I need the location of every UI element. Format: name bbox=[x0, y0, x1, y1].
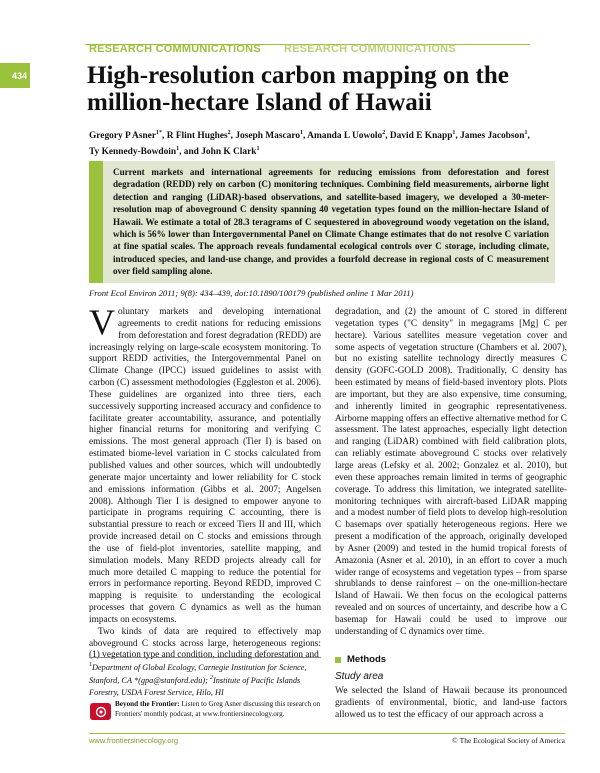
page-number: 434 bbox=[11, 70, 27, 81]
methods-heading bbox=[335, 654, 386, 665]
footer-copyright: © The Ecological Society of America bbox=[452, 736, 565, 745]
affiliations-footnote: $^1$Department of Global Ecology, Carnegie Institution for Science, Stanford, CA *(gpa@stanford.edu); $^2$Institute of Pacific Islands Forestry, USDA Forest Service, Hilo, HI bbox=[89, 662, 307, 697]
page-number-tab bbox=[0, 63, 30, 88]
section-label-repeat: RESEARCH COMMUNICATIONS bbox=[284, 43, 456, 55]
footer-rule bbox=[89, 733, 565, 734]
body-column-right bbox=[335, 307, 567, 639]
section-label: RESEARCH COMMUNICATIONS bbox=[89, 43, 261, 55]
study-area-subheading: Study area bbox=[335, 671, 384, 682]
intro-paragraph bbox=[89, 302, 321, 627]
podcast-text: Listen to Greg Asner discussing this research on Frontiers' monthly podcast, at www.frontiersinecology.org. bbox=[115, 700, 321, 718]
author-list: Gregory P Asner$^{1*}$, R Flint Hughes$^2$, Joseph Mascaro$^1$, Amanda L Uowolo$^2$, David E Knapp$^1$, James Jacobson$^1$, Ty Kennedy-Bowdoin$^1$, and John K Clark$^1$ bbox=[89, 130, 530, 158]
podcast-lead: Beyond the Frontier: bbox=[115, 700, 180, 708]
podcast-icon[interactable] bbox=[90, 703, 111, 720]
abstract-text: Current markets and international agreements for reducing emissions from deforestation and forest degradation (REDD) rely on carbon (C) monitoring techniques. Combining field measurements, airborne light detection and ranging (LiDAR)-based observations, and satellite-based imagery, we developed a 30-meter-resolution map of aboveground C density spanning 40 vegetation types found on the million-hectare Island of Hawaii. We estimate a total of 28.3 teragrams of C sequestered in aboveground woody vegetation on the island, which is 56% lower than Intergovernmental Panel on Climate Change estimates that do not resolve C variation at fine spatial scales. The approach reveals fundamental ecological controls over C storage, including climate, introduced species, and land-use change, and provides a fourfold decrease in regional costs of C measurement over field sampling alone. bbox=[113, 167, 549, 277]
section-square-icon bbox=[335, 657, 341, 663]
methods-heading-text: Methods bbox=[347, 654, 387, 665]
podcast-note bbox=[115, 700, 321, 719]
footer-url[interactable]: www.frontiersinecology.org bbox=[89, 736, 179, 745]
body-paragraph: degradation, and (2) the amount of C stored in different vegetation types ("C density" in megagrams [Mg] C per hectare). Various satellites measure vegetation cover and some aspects of vegetation structure (Chambers et al. 2007), but no existing satellite technology directly measures C density (GOFC-GOLD 2008). Traditionally, C density has been estimated by means of field-based inventory plots. Plots are important, but they are also expensive, time consuming, and inherently limited in geographic representativeness. Airborne mapping offers an effective alternative method for C assessment. The latest approaches, especially light detection and ranging (LiDAR) combined with field calibration plots, can reliably estimate aboveground C stocks over relatively large areas (Lefsky et al. 2002; Gonzalez et al. 2010), but even these approaches remain limited in terms of geographic coverage. To address this limitation, we integrated satellite-monitoring techniques with aircraft-based LiDAR mapping and a modest number of field plots to develop high-resolution C basemaps over spatially heterogeneous regions. Here we present a modification of the approach, originally developed by Asner (2009) and tested in the humid tropical forests of Amazonia (Asner et al. 2010), in an effort to cover a much wider range of ecosystems and vegetation types – from sparse shrublands to dense rainforest – on the one-million-hectare Island of Hawaii. We then focus on the ecological patterns revealed and on sources of uncertainty, and describe how a C basemap for Hawaii could be used to improve our understanding of C dynamics over time. bbox=[335, 307, 567, 637]
citation-line: Front Ecol Environ 2011; 9(8): 434–439, doi:10.1890/100179 (published online 1 Mar 2011) bbox=[89, 288, 414, 298]
drop-cap: V bbox=[89, 302, 115, 342]
article-title: High-resolution carbon mapping on the million-hectare Island of Hawaii bbox=[87, 62, 509, 116]
footnote-rule bbox=[89, 657, 321, 658]
body-column-left bbox=[89, 302, 321, 662]
abstract-accent-bar bbox=[89, 161, 103, 283]
body-paragraph: Two kinds of data are required to effectively map aboveground C stocks across large, heterogeneous regions: (1) vegetation type and condition, including deforestation and bbox=[89, 626, 321, 661]
methods-paragraph: We selected the Island of Hawaii because its pronounced gradients of environmental, biotic, and land-use factors allowed us to test the efficacy of our approach across a bbox=[335, 686, 567, 720]
intro-text: oluntary markets and developing international agreements to credit nations for reducing emissions from deforestation and forest degradation (REDD) are increasingly relying on large-scale ecosystem monitoring. To support REDD activities, the Intergovernmental Panel on Climate Change (IPCC) issued guidelines to assist with carbon (C) assessment methodologies (Eggleston et al. 2006). These guidelines are organized into three tiers, each successively supporting increased accuracy and confidence to facilitate greater accountability, assurance, and potentially higher financial returns for monitoring and verifying C emissions. The most general approach (Tier I) is based on estimated biome-level variation in C stocks calculated from published values and other sources, which will undoubtedly generate major uncertainty and lower reliability for C stock and emissions information (Gibbs et al. 2007; Angelsen 2008). Although Tier I is designed to empower anyone to participate in programs requiring C accounting, there is substantial pressure to reach or exceed Tiers II and III, which provide increased detail on C stocks and emissions through the use of field-plot inventories, satellite mapping, and simulation models. Many REDD projects already call for much more detailed C mapping to reduce the potential for errors in performance reporting. Beyond REDD, improved C mapping is requisite to understanding the ecological processes that govern C dynamics as well as the human impacts on ecosystems. bbox=[89, 307, 321, 625]
